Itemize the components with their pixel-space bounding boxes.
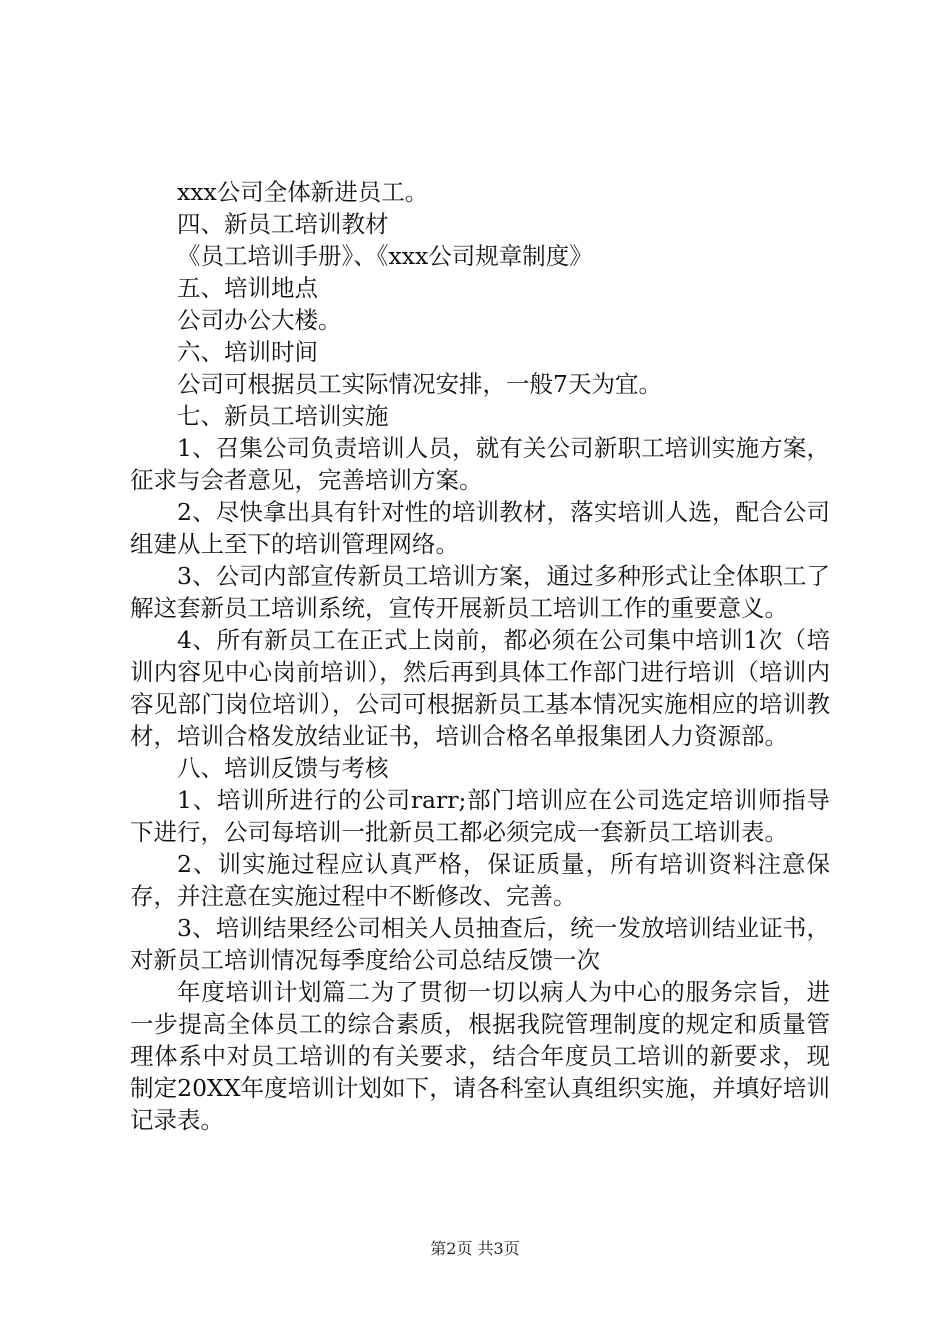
section-heading: 五、培训地点 [177,274,318,302]
list-item: 1、召集公司负责培训人员，就有关公司新职工培训实施方案，征求与会者意见，完善培训方案。 [130,434,830,494]
list-item: 2、训实施过程应认真严格，保证质量，所有培训资料注意保存，并注意在实施过程中不断修改、完善。 [130,850,830,910]
section-heading: 四、新员工培训教材 [177,210,389,238]
paragraph: 年度培训计划篇二为了贯彻一切以病人为中心的服务宗旨，进一步提高全体员工的综合素质，根据我院管理制度的规定和质量管理体系中对员工培训的有关要求，结合年度员工培训的新要求，现制定20XX年度培训计划如下，请各科室认真组织实施，并填好培训记录表。 [130,978,830,1134]
document-body [130,176,830,1136]
list-item: 2、尽快拿出具有针对性的培训教材，落实培训人选，配合公司组建从上至下的培训管理网络。 [130,498,830,558]
paragraph: 公司可根据员工实际情况安排，一般7天为宜。 [177,370,662,398]
section-heading: 八、培训反馈与考核 [177,754,389,782]
list-item: 3、培训结果经公司相关人员抽查后，统一发放培训结业证书，对新员工培训情况每季度给公司总结反馈一次 [130,914,830,974]
paragraph: 《员工培训手册》、《xxx公司规章制度》 [177,242,593,270]
paragraph: xxx公司全体新进员工。 [177,178,429,206]
list-item: 3、公司内部宣传新员工培训方案，通过多种形式让全体职工了解这套新员工培训系统，宣传开展新员工培训工作的重要意义。 [130,562,830,622]
section-heading: 七、新员工培训实施 [177,402,389,430]
section-heading: 六、培训时间 [177,338,318,366]
list-item: 1、培训所进行的公司rarr;部门培训应在公司选定培训师指导下进行，公司每培训一批新员工都必须完成一套新员工培训表。 [130,786,830,846]
page-number: 第2页 共3页 [430,1239,520,1258]
list-item: 4、所有新员工在正式上岗前，都必须在公司集中培训1次（培训内容见中心岗前培训），然后再到具体工作部门进行培训（培训内容见部门岗位培训），公司可根据新员工基本情况实施相应的培训教材，培训合格发放结业证书，培训合格名单报集团人力资源部。 [130,626,830,750]
paragraph: 公司办公大楼。 [177,306,342,334]
